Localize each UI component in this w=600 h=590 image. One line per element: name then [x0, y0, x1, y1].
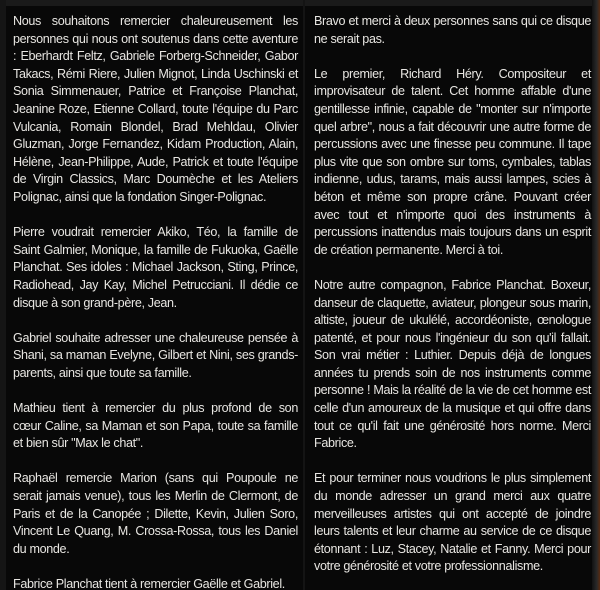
thanks-paragraph-intro: Bravo et merci à deux personnes sans qui ce disque ne serait pas.	[314, 14, 591, 46]
thanks-paragraph-gabriel: Gabriel souhaite adresser une chaleureuse pensée à Shani, sa maman Evelyne, Gilbert et Nini, ses grands-parents, ainsi que toute sa famille.	[13, 330, 298, 380]
right-column	[314, 13, 591, 576]
thanks-paragraph-fabrice-planchat: Notre autre compagnon, Fabrice Planchat. Boxeur, danseur de claquette, aviateur, plongeur sous marin, altiste, joueur de ukulélé, accordéoniste, œnologue patenté, et pour nous l'ingénieur du son qu'il fallait. Son vrai métier : Luthier. Depuis déjà de longues années tu prends soin de nos instruments comme personne ! Mais la réalité de la vie de cet homme est celle d'un amoureux de la musique et qui offre dans tout ce qu'il fait une générosité hors norme. Merci Fabrice.	[314, 277, 591, 451]
thanks-paragraph-artists: Et pour terminer nous voudrions le plus simplement du monde adresser un grand merci aux quatre merveilleuses artistes qui ont accepté de joindre leurs talents et leur charme au service de ce disque étonnant : Luz, Stacey, Natalie et Fanny. Merci pour votre générosité et votre professionnalisme.	[314, 471, 591, 574]
thanks-paragraph-pierre: Pierre voudrait remercier Akiko, Téo, la famille de Saint Galmier, Monique, la famille de Fukuoka, Gaëlle Planchat. Ses idoles : Michael Jackson, Sting, Prince, Radiohead, Jay Kay, Michel Petrucciani. Il dédie ce disque à son grand-père, Jean.	[13, 225, 298, 310]
page-edge-left	[0, 0, 6, 590]
column-gutter	[303, 0, 305, 590]
left-column	[13, 13, 298, 590]
page-edge-right	[592, 0, 600, 590]
thanks-paragraph-supporters: Nous souhaitons remercier chaleureusement les personnes qui nous ont soutenus dans cette aventure : Eberhardt Feltz, Gabriele Forberg-Schneider, Gabor Takacs, Rémi Riere, Julien Mignot, Linda Uschinski et Sonia Simmenauer, Patrice et Françoise Planchat, Jeanine Roze, Etienne Collard, toute l'équipe du Parc Vulcania, Romain Blondel, Brad Mehldau, Olivier Gluzman, Jorge Fernandez, Kidam Production, Alain, Hélène, Jean-Philippe, Aude, Patrick et toute l'équipe de Virgin Classics, Marc Doumèche et les Ateliers Polignac, ainsi que la fondation Singer-Polignac.	[13, 14, 298, 204]
thanks-paragraph-fabrice: Fabrice Planchat tient à remercier Gaëlle et Gabriel.	[13, 577, 285, 590]
thanks-paragraph-raphael: Raphaël remercie Marion (sans qui Poupoule ne serait jamais venue), tous les Merlin de Clermont, de Paris et de la Canopée ; Dilette, Kevin, Julien Soro, Vincent Le Quang, M. Crossa-Rossa, tous les Daniel du monde.	[13, 471, 298, 556]
thanks-paragraph-mathieu: Mathieu tient à remercier du plus profond de son cœur Caline, sa Maman et son Papa, toute sa famille et bien sûr "Max le chat".	[13, 401, 298, 451]
thanks-paragraph-richard-hery: Le premier, Richard Héry. Compositeur et improvisateur de talent. Cet homme affable d'une gentillesse infinie, capable de "monter sur n'importe quel arbre", nous a fait découvrir une autre forme de percussions avec une finesse peu commune. Il tape plus vite que son ombre sur toms, cymbales, tablas indienne, udus, tarams, mais aussi lampes, scies à béton et même son propre crâne. Pouvant créer avec tout et n'importe quoi des instruments à percussions inattendus mais toujours dans un esprit de création permanente. Merci à toi.	[314, 66, 591, 257]
page-edge-top	[0, 0, 600, 6]
